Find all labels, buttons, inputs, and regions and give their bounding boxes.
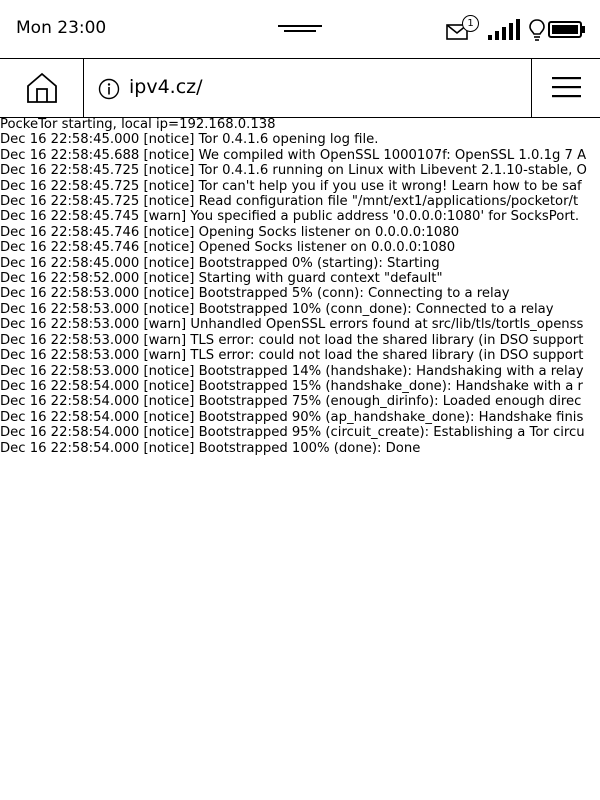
log-line: Dec 16 22:58:53.000 [warn] Unhandled OpenSSL errors found at src/lib/tls/tortls_openss xyxy=(0,317,584,333)
log-line: Dec 16 22:58:45.725 [notice] Tor 0.4.1.6 running on Linux with Libevent 2.1.10-stable, O xyxy=(0,163,587,179)
log-line: PockeTor starting, local ip=192.168.0.138 xyxy=(0,117,276,132)
url-bar[interactable] xyxy=(84,59,532,117)
browser-toolbar xyxy=(0,58,600,118)
clock: Mon 23:00 xyxy=(16,18,107,38)
menu-button[interactable] xyxy=(532,59,600,117)
log-line: Dec 16 22:58:54.000 [notice] Bootstrapped 90% (ap_handshake_done): Handshake finis xyxy=(0,409,584,425)
log-output xyxy=(0,117,600,800)
log-line: Dec 16 22:58:54.000 [notice] Bootstrapped 100% (done): Done xyxy=(0,440,421,456)
signal-icon xyxy=(488,18,522,40)
log-line: Dec 16 22:58:54.000 [notice] Bootstrapped 15% (handshake_done): Handshake with a r xyxy=(0,378,583,394)
hamburger-menu-icon xyxy=(552,76,582,100)
pull-down-handle-icon[interactable] xyxy=(278,25,322,33)
url-text[interactable]: ipv4.cz/ xyxy=(129,76,203,98)
home-icon xyxy=(25,71,59,105)
log-line: Dec 16 22:58:53.000 [warn] TLS error: could not load the shared library (in DSO support xyxy=(0,348,584,364)
notification-badge: 1 xyxy=(462,15,479,32)
mail-icon[interactable] xyxy=(446,18,480,42)
log-line: Dec 16 22:58:45.746 [notice] Opening Socks listener on 0.0.0.0:1080 xyxy=(0,224,460,240)
log-line: Dec 16 22:58:45.000 [notice] Tor 0.4.1.6 opening log file. xyxy=(0,132,379,148)
log-line: Dec 16 22:58:45.000 [notice] Bootstrapped 0% (starting): Starting xyxy=(0,255,440,271)
log-line: Dec 16 22:58:45.725 [notice] Read configuration file "/mnt/ext1/applications/pocketor/t xyxy=(0,194,579,210)
log-line: Dec 16 22:58:45.725 [notice] Tor can't help you if you use it wrong! Learn how to be saf xyxy=(0,178,582,194)
status-bar xyxy=(0,0,600,58)
info-icon[interactable] xyxy=(98,78,120,100)
log-line: Dec 16 22:58:53.000 [notice] Bootstrapped 14% (handshake): Handshaking with a relay xyxy=(0,363,584,379)
log-line: Dec 16 22:58:53.000 [warn] TLS error: could not load the shared library (in DSO support xyxy=(0,332,584,348)
log-line: Dec 16 22:58:45.688 [notice] We compiled with OpenSSL 1000107f: OpenSSL 1.0.1g 7 A xyxy=(0,147,587,163)
log-line: Dec 16 22:58:45.745 [warn] You specified a public address '0.0.0.0:1080' for SocksPort. xyxy=(0,209,580,225)
log-line: Dec 16 22:58:52.000 [notice] Starting with guard context "default" xyxy=(0,271,443,287)
home-button[interactable] xyxy=(0,59,84,117)
log-line: Dec 16 22:58:53.000 [notice] Bootstrapped 10% (conn_done): Connected to a relay xyxy=(0,301,554,317)
log-line: Dec 16 22:58:54.000 [notice] Bootstrapped 75% (enough_dirinfo): Loaded enough direc xyxy=(0,394,582,410)
battery-icon xyxy=(548,20,586,40)
log-line: Dec 16 22:58:53.000 [notice] Bootstrapped 5% (conn): Connecting to a relay xyxy=(0,286,510,302)
bulb-icon xyxy=(528,18,546,42)
log-line: Dec 16 22:58:54.000 [notice] Bootstrapped 95% (circuit_create): Establishing a Tor circu xyxy=(0,425,585,441)
log-line: Dec 16 22:58:45.746 [notice] Opened Socks listener on 0.0.0.0:1080 xyxy=(0,240,456,256)
